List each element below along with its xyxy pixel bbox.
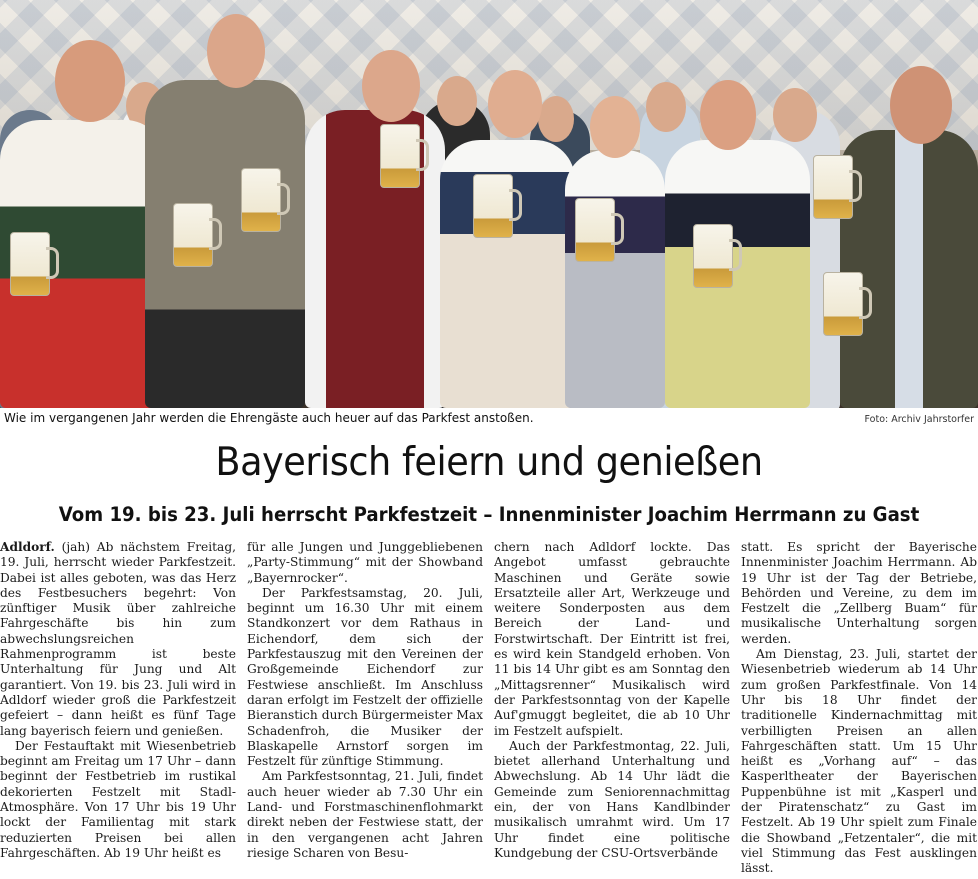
paragraph: Am Dienstag, 23. Juli, startet der Wiesenbetrieb wiederum ab 14 Uhr zum großen Parkfestfinale. Von 14 Uhr bis 18 Uhr findet der traditionelle Kindernachmittag mit verbilligten Preisen an allen Fahrgeschäften statt. Um 15 Uhr heißt es „Vorhang auf“ – das Kasperltheater der Bayerischen Puppenbühne ist mit „Kasperl und der Piratenschatz“ zu Gast im Festzelt. Ab 19 Uhr spielt zum Finale die Showband „Fetzentaler“, die mit viel Stimmung das Fest ausklingen lässt.: [741, 647, 977, 876]
face: [890, 66, 952, 144]
beer-mug-icon: [473, 174, 513, 238]
paragraph: Am Parkfestsonntag, 21. Juli, findet auch heuer wieder ab 7.30 Uhr ein Land- und Forstmaschinenflohmarkt direkt neben der Festwiese statt, der in den vergangenen acht Jahren riesige Scharen von Besu-: [247, 769, 483, 860]
face: [488, 70, 542, 138]
paragraph: für alle Jungen und Junggebliebenen „Party-Stimmung“ mit der Showband „Bayernrocker“.: [247, 540, 483, 585]
article-body: [0, 540, 978, 876]
face: [207, 14, 265, 88]
beer-mug-icon: [693, 224, 733, 288]
beer-mug-icon: [173, 203, 213, 267]
beer-mug-icon: [380, 124, 420, 188]
paragraph: chern nach Adldorf lockte. Das Angebot umfasst gebrauchte Maschinen und Geräte sowie Ersatzteile aller Art, Werkzeuge und weitere Sonderposten aus dem Bereich der Land- und Forstwirtschaft. Der Eintritt ist frei, es wird kein Standgeld erhoben. Von 11 bis 14 Uhr gibt es am Sonntag den „Mittagsrenner“ Musikalisch wird der Parkfestsonntag von der Kapelle Auf'gmuggt begleitet, die ab 10 Uhr im Festzelt aufspielt.: [494, 540, 730, 738]
face: [646, 82, 686, 132]
beer-mug-icon: [823, 272, 863, 336]
news-photo: [0, 0, 978, 408]
face: [773, 88, 817, 142]
face: [55, 40, 125, 122]
article-column: [494, 540, 730, 876]
article-column: [247, 540, 483, 876]
face: [437, 76, 477, 126]
paragraph: Der Festauftakt mit Wiesenbetrieb beginnt am Freitag um 17 Uhr – dann beginnt der Festbetrieb im rustikal dekorierten Festzelt mit Stadl-Atmosphäre. Von 17 Uhr bis 19 Uhr lockt der Familientag mit stark reduzierten Preisen bei allen Fahrgeschäften. Ab 19 Uhr heißt es: [0, 738, 236, 860]
face: [538, 96, 574, 142]
beer-mug-icon: [10, 232, 50, 296]
paragraph: Der Parkfestsamstag, 20. Juli, beginnt um 16.30 Uhr mit einem Standkonzert vor dem Rathaus in Eichendorf, dem sich der Parkfestauszug mit den Vereinen der Großgemeinde Eichendorf zur Festwiese anschließt. Im Anschluss daran erfolgt im Festzelt der offizielle Bieranstich durch Bürgermeister Max Schadenfroh, die Musiker der Blaskapelle Arnstorf sorgen im Festzelt für zünftige Stimmung.: [247, 585, 483, 769]
beer-mug-icon: [813, 155, 853, 219]
beer-mug-icon: [241, 168, 281, 232]
person: [565, 150, 665, 408]
paragraph: statt. Es spricht der Bayerische Innenminister Joachim Herrmann. Ab 19 Uhr ist der Tag der Betriebe, Behörden und Vereine, zu dem im Festzelt die „Zellberg Buam“ für musikalische Unterhaltung sorgen werden.: [741, 540, 977, 646]
beer-mug-icon: [575, 198, 615, 262]
person: [665, 140, 810, 408]
article-column: [741, 540, 977, 876]
photo-caption: Wie im vergangenen Jahr werden die Ehrengäste auch heuer auf das Parkfest anstoßen.: [4, 411, 534, 425]
article-column: [0, 540, 236, 876]
paragraph-text: (jah) Ab nächstem Freitag, 19. Juli, herrscht wieder Parkfestzeit. Dabei ist alles geboten, was das Herz des Festbesuchers begehrt: Von zünftiger Musik über zahlreiche Fahrgeschäfte bis hin zum abwechslungsreichen Rahmenprogramm ist beste Unterhaltung für Jung und Alt garantiert. Von 19. bis 23. Juli wird in Adldorf wieder groß die Parkfestzeit gefeiert – dann heißt es fünf Tage lang bayerisch feiern und genießen.: [0, 540, 236, 738]
subheadline: Vom 19. bis 23. Juli herrscht Parkfestzeit – Innenminister Joachim Herrmann zu Gast: [58, 503, 920, 526]
face: [590, 96, 640, 158]
person: [145, 80, 305, 408]
photo-credit: Foto: Archiv Jahrstorfer: [864, 414, 974, 425]
paragraph: Auch der Parkfestmontag, 22. Juli, bietet allerhand Unterhaltung und Abwechslung. Ab 14 Uhr lädt die Gemeinde zum Seniorennachmittag ein, der von Hans Kandlbinder musikalisch umrahmt wird. Um 17 Uhr findet eine politische Kundgebung der CSU-Ortsverbände: [494, 738, 730, 860]
face: [700, 80, 756, 150]
person: [840, 130, 978, 408]
dateline: Adldorf.: [0, 540, 55, 554]
headline: Bayerisch feiern und genießen: [215, 440, 763, 485]
paragraph: [0, 540, 236, 739]
face: [362, 50, 420, 122]
